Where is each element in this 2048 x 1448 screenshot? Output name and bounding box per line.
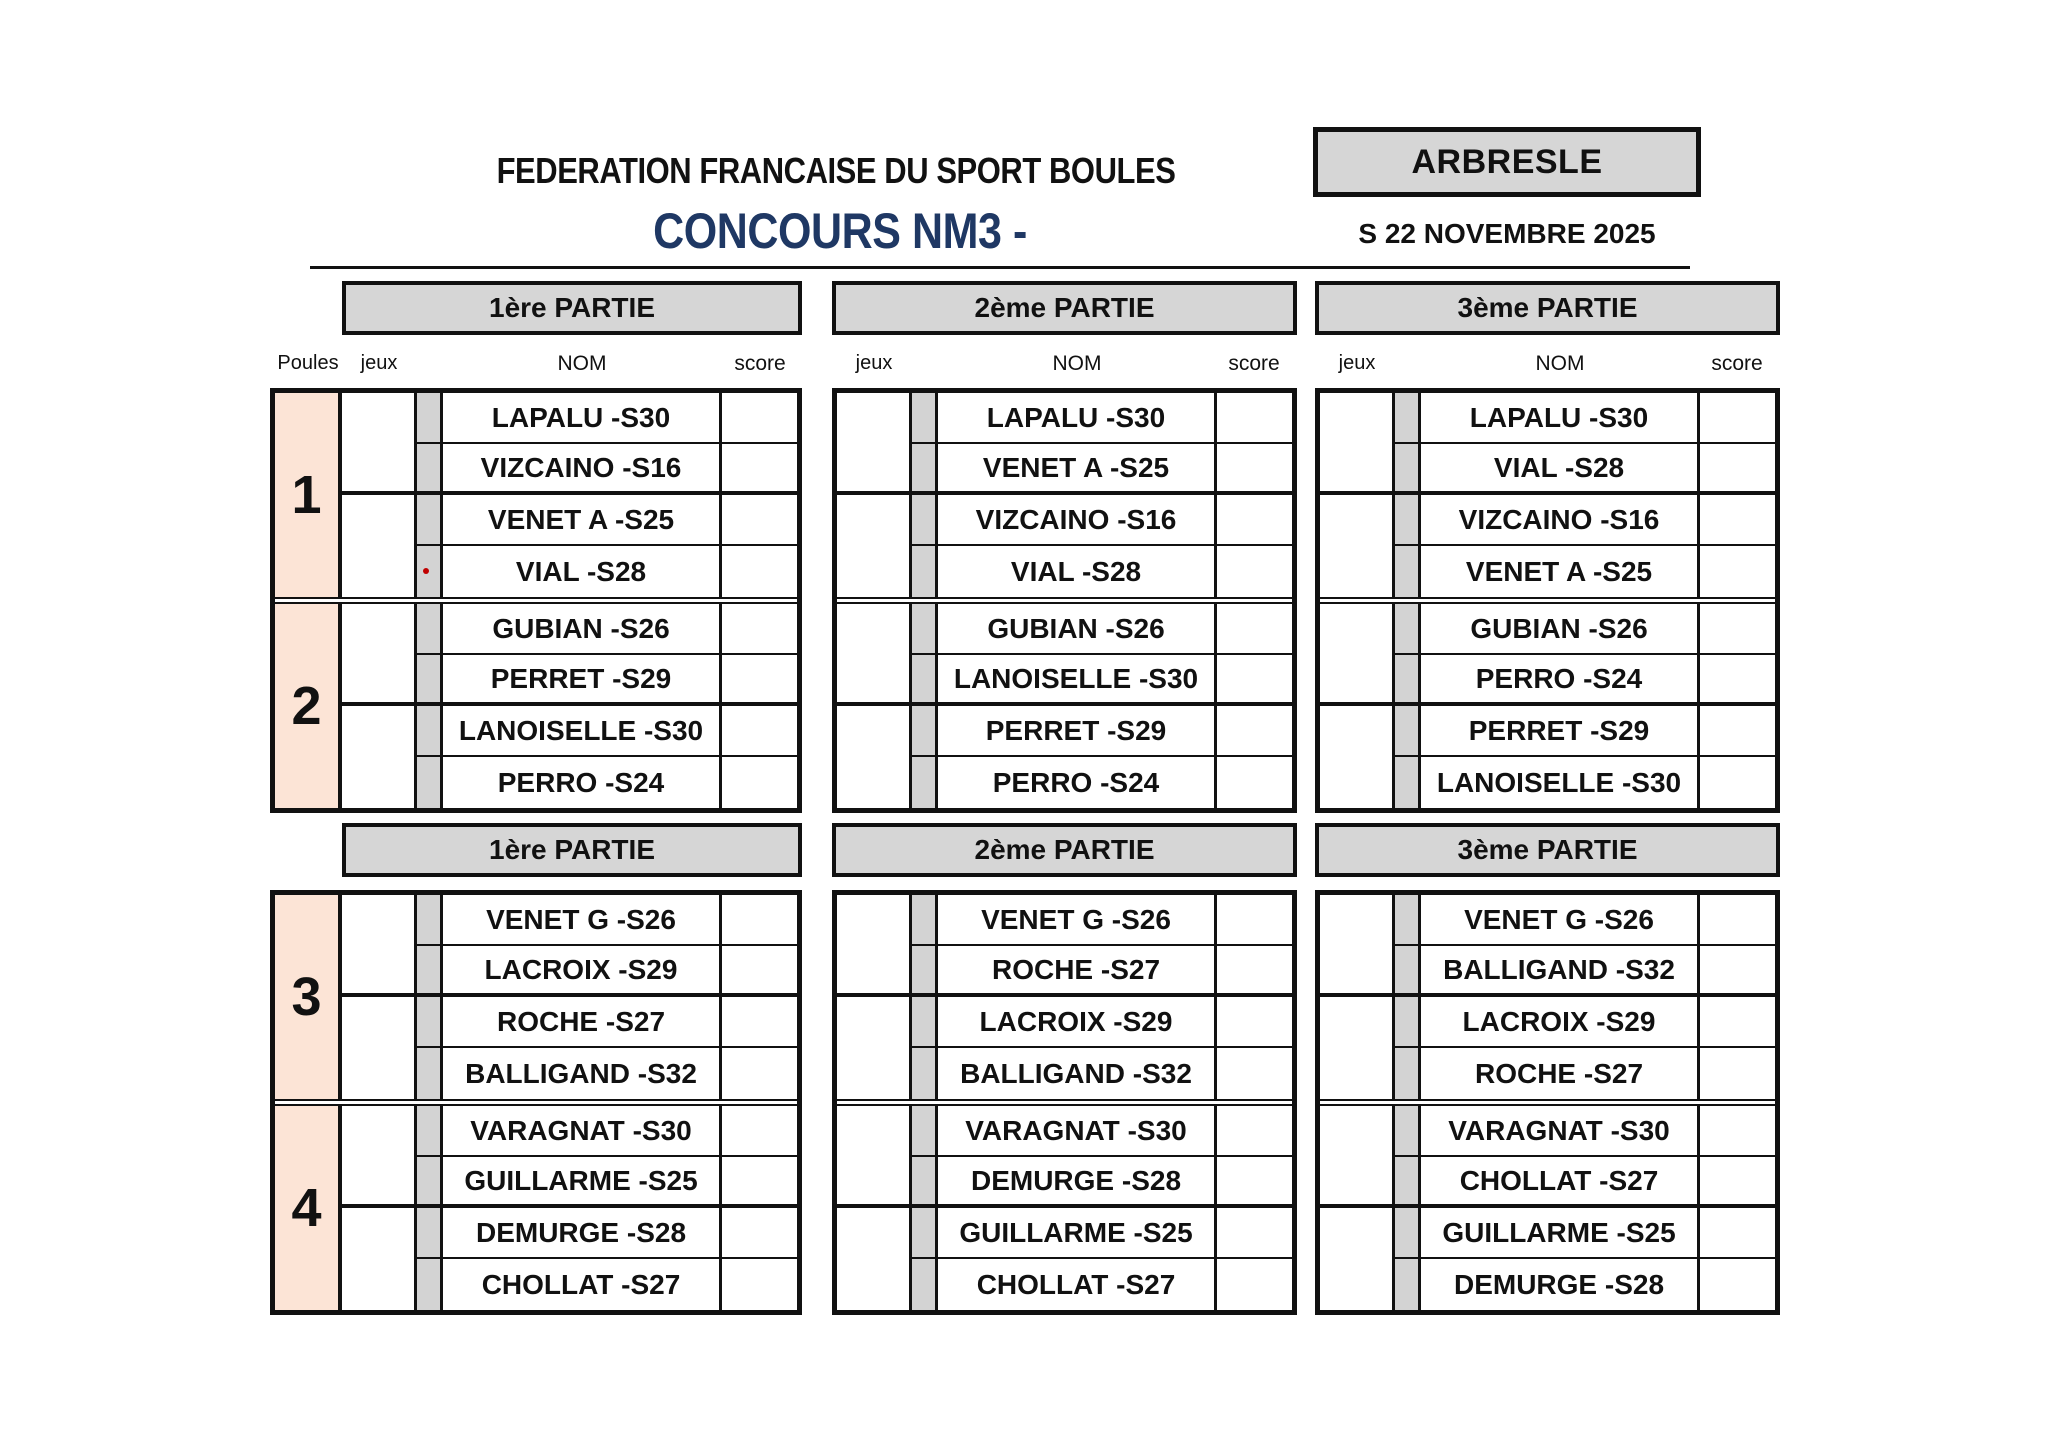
player-name: VENET A -S25 (938, 444, 1217, 495)
jeux-cell (837, 997, 912, 1099)
player-name: GUBIAN -S26 (1421, 604, 1700, 655)
score-cell (1217, 895, 1292, 946)
score-cell (1217, 757, 1292, 808)
divider-strip-cell (417, 1048, 443, 1099)
player-name: GUILLARME -S25 (1421, 1208, 1700, 1259)
event-date: S 22 NOVEMBRE 2025 (1358, 218, 1656, 249)
divider-strip-cell (912, 1048, 938, 1099)
player-name: VENET A -S25 (443, 495, 722, 546)
divider-strip-cell (912, 393, 938, 444)
divider-strip-cell (417, 393, 443, 444)
player-name: CHOLLAT -S27 (1421, 1157, 1700, 1208)
score-cell (722, 546, 797, 597)
player-name: LANOISELLE -S30 (443, 706, 722, 757)
score-cell (1217, 1157, 1292, 1208)
jeux-cell (342, 393, 417, 495)
player-name: VIAL -S28 (443, 546, 722, 597)
player-name: PERRO -S24 (1421, 655, 1700, 706)
jeux-cell (1320, 895, 1395, 997)
player-name: GUILLARME -S25 (443, 1157, 722, 1208)
player-name: DEMURGE -S28 (938, 1157, 1217, 1208)
table-partie1-pools12 (270, 388, 802, 813)
divider-strip-cell (1395, 706, 1421, 757)
federation-title: FEDERATION FRANCAISE DU SPORT BOULES (496, 150, 1176, 191)
player-name: LACROIX -S29 (938, 997, 1217, 1048)
jeux-cell (1320, 393, 1395, 495)
jeux-column-label: jeux (855, 352, 893, 374)
pool-1-block (1320, 393, 1775, 597)
player-name: ROCHE -S27 (1421, 1048, 1700, 1099)
player-name: PERRO -S24 (443, 757, 722, 808)
partie-2-label: 2ème PARTIE (974, 292, 1155, 323)
pool-2-block (1320, 597, 1775, 808)
table-partie2-pools34 (832, 890, 1297, 1315)
score-column-label: score (1711, 352, 1763, 375)
score-cell (1217, 946, 1292, 997)
table-partie3-pools34 (1315, 890, 1780, 1315)
score-cell (1217, 393, 1292, 444)
divider-strip-cell (1395, 1259, 1421, 1310)
divider-strip-cell (1395, 1157, 1421, 1208)
score-cell (1700, 1208, 1775, 1259)
player-name: LAPALU -S30 (938, 393, 1217, 444)
divider-strip-cell (912, 997, 938, 1048)
divider-strip-cell (417, 444, 443, 495)
partie-1-header (342, 823, 802, 877)
score-cell (1700, 546, 1775, 597)
player-name: VIAL -S28 (1421, 444, 1700, 495)
score-cell (722, 495, 797, 546)
divider-strip-cell (912, 604, 938, 655)
pool-4-block (275, 1099, 797, 1310)
jeux-cell (837, 895, 912, 997)
nom-column-label: NOM (1052, 352, 1102, 375)
score-cell (1217, 604, 1292, 655)
divider-strip-cell (1395, 604, 1421, 655)
nom-column-label: NOM (557, 352, 607, 375)
player-name: LANOISELLE -S30 (938, 655, 1217, 706)
partie-1-label: 1ère PARTIE (489, 834, 655, 865)
player-name: LAPALU -S30 (443, 393, 722, 444)
divider-strip-cell (417, 895, 443, 946)
score-cell (1700, 1048, 1775, 1099)
venue-label: ARBRESLE (1411, 142, 1603, 181)
jeux-cell (342, 706, 417, 808)
score-cell (722, 997, 797, 1048)
partie-1-header (342, 281, 802, 335)
score-cell (722, 444, 797, 495)
jeux-cell (1320, 1106, 1395, 1208)
pool-1-block (837, 393, 1292, 597)
divider-strip-cell (1395, 1106, 1421, 1157)
score-cell (1700, 757, 1775, 808)
score-cell (1217, 444, 1292, 495)
jeux-cell (1320, 495, 1395, 597)
score-cell (1217, 495, 1292, 546)
partie-1-label: 1ère PARTIE (489, 292, 655, 323)
divider-strip-cell (912, 706, 938, 757)
divider-strip-cell (417, 655, 443, 706)
player-name: GUBIAN -S26 (938, 604, 1217, 655)
score-cell (1700, 946, 1775, 997)
jeux-cell (1320, 604, 1395, 706)
table-partie3-pools12 (1315, 388, 1780, 813)
player-name: LANOISELLE -S30 (1421, 757, 1700, 808)
score-cell (1700, 895, 1775, 946)
score-cell (1700, 495, 1775, 546)
jeux-cell (342, 604, 417, 706)
partie-3-header (1315, 823, 1780, 877)
player-name: CHOLLAT -S27 (443, 1259, 722, 1310)
player-name: LACROIX -S29 (1421, 997, 1700, 1048)
divider-strip-cell (912, 946, 938, 997)
score-cell (1700, 1106, 1775, 1157)
jeux-column-label: jeux (360, 352, 398, 374)
divider-strip-cell (1395, 946, 1421, 997)
pool-number: 1 (275, 393, 342, 597)
divider-strip-cell (1395, 757, 1421, 808)
pool-number: 2 (275, 604, 342, 808)
divider-strip-cell (1395, 895, 1421, 946)
divider-strip-cell (912, 895, 938, 946)
score-cell (1700, 706, 1775, 757)
score-cell (722, 895, 797, 946)
jeux-cell (342, 1106, 417, 1208)
pool-number: 4 (275, 1106, 342, 1310)
player-name: VIZCAINO -S16 (443, 444, 722, 495)
player-name: PERRET -S29 (1421, 706, 1700, 757)
red-dot-mark (423, 568, 429, 574)
player-name: BALLIGAND -S32 (938, 1048, 1217, 1099)
jeux-cell (342, 495, 417, 597)
player-name: LAPALU -S30 (1421, 393, 1700, 444)
pool-3-block (837, 895, 1292, 1099)
jeux-cell (342, 1208, 417, 1310)
score-cell (722, 393, 797, 444)
score-cell (1217, 997, 1292, 1048)
player-name: DEMURGE -S28 (443, 1208, 722, 1259)
jeux-cell (837, 495, 912, 597)
score-cell (1217, 1259, 1292, 1310)
poules-column-label: Poules (277, 352, 339, 374)
score-cell (722, 1106, 797, 1157)
contest-title: CONCOURS NM3 - (653, 203, 1027, 259)
score-cell (722, 655, 797, 706)
pool-2-block (837, 597, 1292, 808)
divider-strip-cell (417, 1208, 443, 1259)
score-cell (1700, 604, 1775, 655)
partie-2-label: 2ème PARTIE (974, 834, 1155, 865)
divider-strip-cell (1395, 495, 1421, 546)
divider-strip-cell (1395, 997, 1421, 1048)
score-column-label: score (734, 352, 786, 375)
jeux-cell (837, 1106, 912, 1208)
divider-strip-cell (912, 1106, 938, 1157)
table-partie1-pools34 (270, 890, 802, 1315)
divider-strip-cell (912, 1157, 938, 1208)
player-name: CHOLLAT -S27 (938, 1259, 1217, 1310)
score-cell (722, 706, 797, 757)
jeux-cell (342, 895, 417, 997)
jeux-column-label: jeux (1338, 352, 1376, 374)
divider-strip-cell (912, 495, 938, 546)
divider-strip-cell (417, 604, 443, 655)
divider-strip-cell (1395, 655, 1421, 706)
player-name: VIAL -S28 (938, 546, 1217, 597)
player-name: ROCHE -S27 (443, 997, 722, 1048)
score-cell (1217, 1208, 1292, 1259)
title-divider-line (310, 266, 1690, 269)
score-cell (722, 946, 797, 997)
divider-strip-cell (1395, 1048, 1421, 1099)
divider-strip-cell (912, 655, 938, 706)
divider-strip-cell (1395, 393, 1421, 444)
partie-2-header (832, 823, 1297, 877)
divider-strip-cell (417, 946, 443, 997)
jeux-cell (1320, 1208, 1395, 1310)
divider-strip-cell (912, 757, 938, 808)
divider-strip-cell (417, 997, 443, 1048)
divider-strip-cell (417, 1157, 443, 1208)
score-cell (1700, 1259, 1775, 1310)
divider-strip-cell (912, 1259, 938, 1310)
player-name: LACROIX -S29 (443, 946, 722, 997)
player-name: GUILLARME -S25 (938, 1208, 1217, 1259)
player-name: VENET A -S25 (1421, 546, 1700, 597)
pool-4-block (1320, 1099, 1775, 1310)
score-cell (1217, 546, 1292, 597)
divider-strip-cell (417, 1259, 443, 1310)
player-name: BALLIGAND -S32 (1421, 946, 1700, 997)
jeux-cell (837, 1208, 912, 1310)
divider-strip-cell (417, 546, 443, 597)
player-name: PERRO -S24 (938, 757, 1217, 808)
partie-3-label: 3ème PARTIE (1457, 292, 1638, 323)
divider-strip-cell (417, 495, 443, 546)
player-name: VARAGNAT -S30 (1421, 1106, 1700, 1157)
score-cell (1700, 655, 1775, 706)
player-name: GUBIAN -S26 (443, 604, 722, 655)
divider-strip-cell (417, 706, 443, 757)
pool-number: 3 (275, 895, 342, 1099)
table-partie2-pools12 (832, 388, 1297, 813)
divider-strip-cell (417, 757, 443, 808)
player-name: VARAGNAT -S30 (443, 1106, 722, 1157)
jeux-cell (342, 997, 417, 1099)
divider-strip-cell (912, 546, 938, 597)
player-name: VARAGNAT -S30 (938, 1106, 1217, 1157)
score-cell (1700, 393, 1775, 444)
score-cell (1700, 444, 1775, 495)
player-name: PERRET -S29 (443, 655, 722, 706)
score-cell (1700, 997, 1775, 1048)
divider-strip-cell (1395, 1208, 1421, 1259)
divider-strip-cell (417, 1106, 443, 1157)
player-name: VENET G -S26 (1421, 895, 1700, 946)
pool-2-block (275, 597, 797, 808)
partie-3-header (1315, 281, 1780, 335)
score-cell (722, 604, 797, 655)
player-name: PERRET -S29 (938, 706, 1217, 757)
score-cell (1217, 706, 1292, 757)
score-cell (1217, 1106, 1292, 1157)
jeux-cell (837, 393, 912, 495)
jeux-cell (837, 604, 912, 706)
player-name: BALLIGAND -S32 (443, 1048, 722, 1099)
divider-strip-cell (1395, 546, 1421, 597)
jeux-cell (1320, 997, 1395, 1099)
player-name: ROCHE -S27 (938, 946, 1217, 997)
pool-1-block (275, 393, 797, 597)
player-name: VENET G -S26 (443, 895, 722, 946)
score-cell (1217, 1048, 1292, 1099)
score-cell (1217, 655, 1292, 706)
pool-3-block (275, 895, 797, 1099)
divider-strip-cell (912, 444, 938, 495)
score-cell (1700, 1157, 1775, 1208)
partie-3-label: 3ème PARTIE (1457, 834, 1638, 865)
nom-column-label: NOM (1535, 352, 1585, 375)
player-name: VENET G -S26 (938, 895, 1217, 946)
pool-4-block (837, 1099, 1292, 1310)
player-name: DEMURGE -S28 (1421, 1259, 1700, 1310)
score-cell (722, 757, 797, 808)
player-name: VIZCAINO -S16 (1421, 495, 1700, 546)
jeux-cell (837, 706, 912, 808)
score-cell (722, 1208, 797, 1259)
pool-3-block (1320, 895, 1775, 1099)
partie-2-header (832, 281, 1297, 335)
venue-box (1313, 127, 1701, 197)
divider-strip-cell (912, 1208, 938, 1259)
score-column-label: score (1228, 352, 1280, 375)
player-name: VIZCAINO -S16 (938, 495, 1217, 546)
score-cell (722, 1259, 797, 1310)
score-cell (722, 1157, 797, 1208)
score-cell (722, 1048, 797, 1099)
divider-strip-cell (1395, 444, 1421, 495)
jeux-cell (1320, 706, 1395, 808)
